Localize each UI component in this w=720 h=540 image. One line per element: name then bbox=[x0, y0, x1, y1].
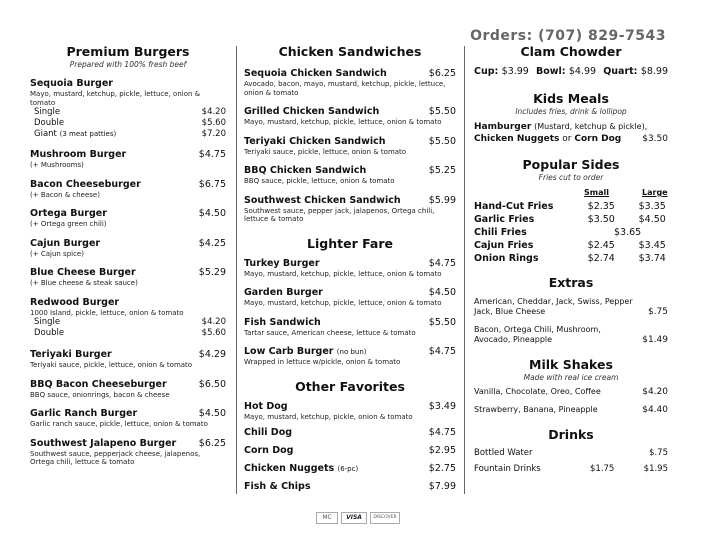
popular-sides-title: Popular Sides bbox=[522, 157, 620, 172]
menu-item: Cajun Burger $4.25 (+ Cajun spice) bbox=[30, 237, 226, 258]
menu-item: Southwest Jalapeno Burger $6.25 Southwest sauce, pepperjack cheese, jalapenos, Ortega chili, lettuce & tomato bbox=[30, 437, 226, 466]
milk-shakes-title: Milk Shakes bbox=[529, 357, 613, 372]
item-desc: Mayo, mustard, ketchup, pickle, lettuce, onion & tomato bbox=[30, 90, 201, 107]
menu-item: Chili Dog $4.75 bbox=[244, 427, 456, 438]
menu-item: Redwood Burger 1000 Island, pickle, lettuce, onion & tomato Single $4.20 Double $5.60 bbox=[30, 296, 226, 338]
menu-item: Hot Dog $3.49 Mayo, mustard, ketchup, pickle, onion & tomato bbox=[244, 400, 456, 421]
menu-item: Bacon Cheeseburger $6.75 (+ Bacon & cheese) bbox=[30, 178, 226, 199]
menu-item: Low Carb Burger (no bun) $4.75 Wrapped in lettuce w/pickle, onion & tomato bbox=[244, 346, 456, 366]
other-favorites-title: Other Favorites bbox=[295, 378, 405, 394]
size-option: Double $5.60 bbox=[34, 328, 226, 338]
menu-item: BBQ Bacon Cheeseburger $6.50 BBQ sauce, onionrings, bacon & cheese bbox=[30, 378, 226, 399]
chicken-sandwiches-section bbox=[244, 44, 456, 493]
payment-cards bbox=[316, 512, 400, 524]
menu-item: Teriyaki Burger $4.29 Teriyaki sauce, pickle, lettuce, onion & tomato bbox=[30, 349, 226, 369]
size-option: Single $4.20 bbox=[34, 107, 226, 117]
shake-row: Strawberry, Banana, Pineapple $4.40 bbox=[474, 405, 668, 415]
extra-row: American, Cheddar, Jack, Swiss, Pepper Jack, Blue Cheese $.75 bbox=[474, 297, 668, 317]
menu-item: BBQ Chicken Sandwich $5.25 BBQ sauce, pickle, lettuce, onion & tomato bbox=[244, 165, 456, 185]
menu-item: Blue Cheese Burger $5.29 (+ Blue cheese & steak sauce) bbox=[30, 267, 226, 287]
extras-title: Extras bbox=[548, 275, 594, 290]
sides-size-header: Small Large bbox=[584, 188, 668, 197]
drinks-title: Drinks bbox=[548, 427, 594, 442]
menu-item: Corn Dog $2.95 bbox=[244, 445, 456, 456]
visa-logo: VISA bbox=[341, 512, 367, 524]
column-divider bbox=[236, 46, 237, 494]
right-column bbox=[474, 44, 668, 477]
side-row: Hand-Cut Fries $2.35 $3.35 bbox=[474, 201, 666, 212]
item-name: Sequoia Burger bbox=[30, 78, 113, 89]
menu-item: Teriyaki Chicken Sandwich $5.50 Teriyaki sauce, pickle, lettuce, onion & tomato bbox=[244, 135, 456, 156]
size-option: Single $4.20 bbox=[34, 317, 226, 327]
kids-meals-title: Kids Meals bbox=[533, 91, 609, 106]
kids-items: Hamburger (Mustard, ketchup & pickle), Chicken Nuggets or Corn Dog $3.50 bbox=[474, 122, 668, 144]
premium-burgers-section bbox=[30, 44, 226, 467]
size-option: Giant (3 meat patties) $7.20 bbox=[34, 129, 226, 139]
menu-item: Southwest Chicken Sandwich $5.99 Southwest sauce, pepper jack, jalapenos, Ortega chili, lettuce & tomato bbox=[244, 194, 456, 223]
side-row: Cajun Fries $2.45 $3.45 bbox=[474, 240, 666, 251]
section-subtitle: Prepared with 100% fresh beef bbox=[69, 60, 187, 69]
clam-chowder-title: Clam Chowder bbox=[520, 44, 622, 59]
mastercard-logo: MC bbox=[316, 512, 338, 524]
menu-item: Fish Sandwich $5.50 Tartar sauce, American cheese, lettuce & tomato bbox=[244, 316, 456, 337]
menu-item: Ortega Burger $4.50 (+ Ortega green chili) bbox=[30, 208, 226, 228]
menu-item: Chicken Nuggets (6-pc) $2.75 bbox=[244, 463, 456, 474]
drink-row: Fountain Drinks $1.75 $1.95 bbox=[474, 464, 668, 474]
shakes-subtitle: Made with real ice cream bbox=[523, 373, 619, 382]
discover-logo: DISCOVER bbox=[370, 512, 400, 524]
kids-subtitle: Includes fries, drink & lollipop bbox=[515, 107, 627, 116]
menu-item: Mushroom Burger $4.75 (+ Mushrooms) bbox=[30, 149, 226, 169]
menu-item: Garden Burger $4.50 Mayo, mustard, ketchup, pickle, lettuce, onion & tomato bbox=[244, 287, 456, 307]
extra-row: Bacon, Ortega Chili, Mushroom, Avocado, Pineapple $1.49 bbox=[474, 325, 668, 345]
menu-item bbox=[30, 78, 226, 140]
menu-item: Grilled Chicken Sandwich $5.50 Mayo, mustard, ketchup, pickle, lettuce, onion & tomato bbox=[244, 106, 456, 126]
column-divider bbox=[464, 46, 465, 494]
section-title: Premium Burgers bbox=[66, 44, 190, 59]
orders-phone: Orders: (707) 829-7543 bbox=[470, 28, 666, 44]
menu-item: Sequoia Chicken Sandwich $6.25 Avocado, bacon, mayo, mustard, ketchup, pickle, lettuce, onion & tomato bbox=[244, 68, 456, 97]
menu-item: Garlic Ranch Burger $4.50 Garlic ranch sauce, pickle, lettuce, onion & tomato bbox=[30, 408, 226, 428]
lighter-fare-title: Lighter Fare bbox=[307, 235, 393, 251]
drink-row: Bottled Water $.75 bbox=[474, 448, 668, 458]
chowder-prices: Cup: $3.99 Bowl: $4.99 Quart: $8.99 bbox=[474, 66, 668, 77]
menu-item: Turkey Burger $4.75 Mayo, mustard, ketchup, pickle, lettuce, onion & tomato bbox=[244, 257, 456, 278]
side-row: Garlic Fries $3.50 $4.50 bbox=[474, 214, 666, 225]
side-row: Onion Rings $2.74 $3.74 bbox=[474, 253, 666, 264]
menu-item: Fish & Chips $7.99 bbox=[244, 481, 456, 492]
shake-row: Vanilla, Chocolate, Oreo, Coffee $4.20 bbox=[474, 387, 668, 397]
side-row: Chili Fries $3.65 bbox=[474, 227, 642, 238]
size-option: Double $5.60 bbox=[34, 118, 226, 128]
sides-subtitle: Fries cut to order bbox=[538, 173, 604, 182]
section-title: Chicken Sandwiches bbox=[278, 44, 422, 59]
